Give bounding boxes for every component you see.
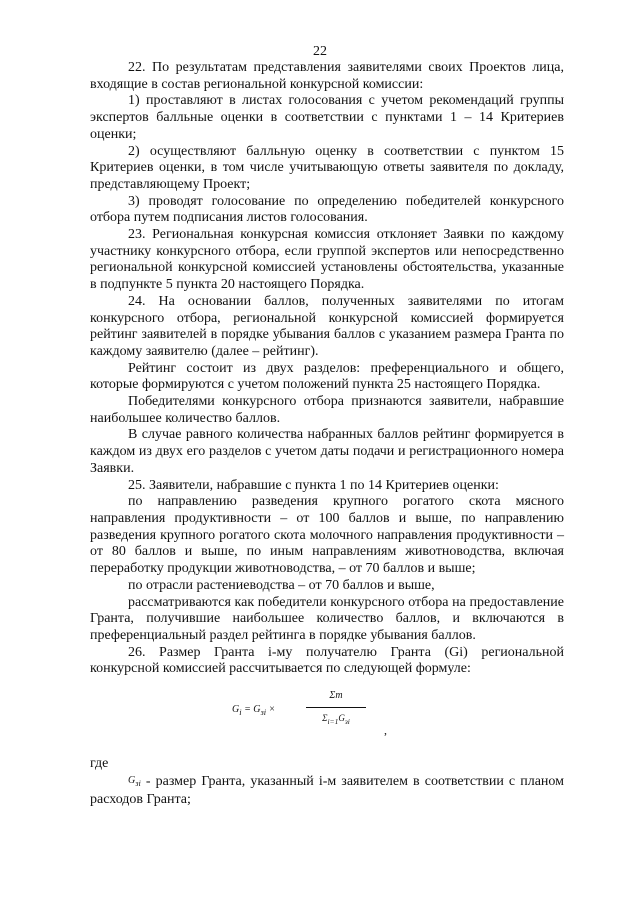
paragraph-22: 22. По результатам представления заявителями своих Проектов лица, входящие в состав региональной конкурсной комиссии:	[90, 60, 564, 92]
formula-left-side: $G_i = G_{зi}$ ×	[232, 704, 276, 718]
paragraph-22-1: 1) проставляют в листах голосования с учетом рекомендаций группы экспертов балльные оценки в соответствии с пунктами 1 – 14 Критериев оценки;	[90, 93, 564, 142]
paragraph-22-3: 3) проводят голосование по определению победителей конкурсного отбора путем подписания листов голосования.	[90, 193, 564, 226]
paragraph-23: 23. Региональная конкурсная комиссия отклоняет Заявки по каждому участнику конкурсного отбора, если группой экспертов или непосредственно региональной конкурсной комиссией установлены обстоятельства, указанные в подпункте 5 пункта 20 настоящего Порядка.	[90, 227, 564, 293]
gi-definition: $G_{зi}$ - размер Гранта, указанный i-м заявителем в соответствии с планом расходов Гранта;	[90, 773, 564, 808]
document-body	[90, 60, 564, 809]
paragraph-26: 26. Размер Гранта i-му получателю Гранта (Gi) региональной конкурсной комиссией рассчитывается по следующей формуле:	[90, 644, 564, 677]
paragraph-25-crops: по отрасли растениеводства – от 70 баллов и выше,	[128, 577, 435, 593]
formula-comma: ,	[384, 723, 387, 738]
grant-formula	[90, 680, 564, 744]
paragraph-25: 25. Заявители, набравшие с пункта 1 по 14 Критериев оценки:	[128, 477, 499, 493]
paragraph-winners: Победителями конкурсного отбора признаются заявители, набравшие наибольшее количество баллов.	[90, 394, 564, 426]
paragraph-equal-scores: В случае равного количества набранных баллов рейтинг формируется в каждом из двух его разделов с учетом даты подачи и регистрационного номера Заявки.	[90, 427, 564, 476]
where-label: где	[90, 756, 109, 772]
paragraph-25-livestock: по направлению разведения крупного рогатого скота мясного направления продуктивности – от 100 баллов и выше, по направлению разведения крупного рогатого скота молочного направления продуктивности – от 80 баллов и выше, по иным направлениям животноводства, включая переработку продукции животноводства, – от 70 баллов и выше;	[90, 494, 564, 577]
formula-numerator: Σm	[306, 688, 366, 708]
formula-fraction	[306, 688, 366, 730]
formula-denominator: $\Sigma_{i=1}G_{зi}$	[322, 712, 350, 726]
gi-symbol: $G_{зi}$	[128, 774, 141, 788]
paragraph-rating-sections: Рейтинг состоит из двух разделов: преференциального и общего, которые формируются с учетом положений пункта 25 настоящего Порядка.	[90, 360, 564, 393]
paragraph-24: 24. На основании баллов, полученных заявителями по итогам конкурсного отбора, региональной конкурсной комиссией формируется рейтинг заявителей в порядке убывания баллов с указанием размера Гранта по каждому заявителю (далее – рейтинг).	[90, 293, 564, 359]
page-number: 22	[313, 44, 327, 59]
paragraph-22-2: 2) осуществляют балльную оценку в соответствии с пунктом 15 Критериев оценки, в том числе учитывающую ответы заявителя по докладу, представляющему Проект;	[90, 143, 564, 192]
paragraph-25-considered: рассматриваются как победители конкурсного отбора на предоставление Гранта, получившие наибольшее количество баллов, и включаются в преференциальный раздел рейтинга в порядке убывания баллов.	[90, 594, 564, 643]
